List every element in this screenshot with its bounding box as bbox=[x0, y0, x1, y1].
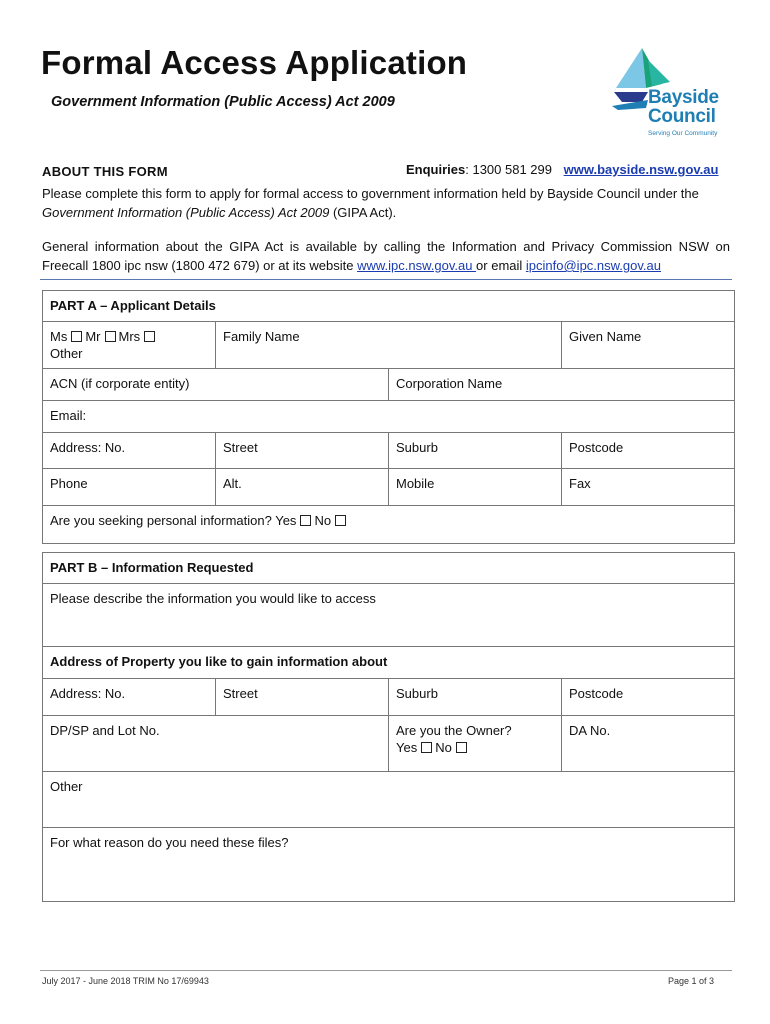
da-no-field[interactable]: DA No. bbox=[562, 716, 735, 772]
personal-yes-checkbox[interactable] bbox=[300, 515, 311, 526]
page-title: Formal Access Application bbox=[41, 44, 468, 81]
property-street-field[interactable]: Street bbox=[216, 679, 389, 716]
suburb-field[interactable]: Suburb bbox=[389, 433, 562, 469]
owner-question: Are you the Owner? Yes No bbox=[389, 716, 562, 772]
corporation-name-field[interactable]: Corporation Name bbox=[389, 369, 735, 401]
postcode-field[interactable]: Postcode bbox=[562, 433, 735, 469]
reason-field[interactable]: For what reason do you need these files? bbox=[43, 828, 735, 902]
footer-divider bbox=[40, 970, 732, 971]
page-subtitle: Government Information (Public Access) Act 2009 bbox=[51, 94, 395, 110]
enquiries-phone: : 1300 581 299 bbox=[465, 162, 552, 177]
property-postcode-field[interactable]: Postcode bbox=[562, 679, 735, 716]
address-no-field[interactable]: Address: No. bbox=[43, 433, 216, 469]
gipa-info-paragraph: General information about the GIPA Act is available by calling the Information and Privacy Commission NSW on Freecall 1800 ipc nsw (1800 472 679) or at its website www.ipc.nsw.gov.au or email ipcinfo@ipc.nsw.gov.au bbox=[42, 239, 730, 273]
intro-paragraph: Please complete this form to apply for formal access to government information held by Bayside Council under the Government Information (Public Access) Act 2009 (GIPA Act). bbox=[42, 186, 699, 220]
fax-field[interactable]: Fax bbox=[562, 469, 735, 506]
part-a-heading: PART A – Applicant Details bbox=[43, 291, 735, 322]
given-name-field[interactable]: Given Name bbox=[562, 322, 735, 369]
describe-info-field[interactable]: Please describe the information you would like to access bbox=[43, 584, 735, 647]
divider bbox=[40, 279, 732, 280]
property-suburb-field[interactable]: Suburb bbox=[389, 679, 562, 716]
owner-no-checkbox[interactable] bbox=[456, 742, 467, 753]
part-b-table bbox=[42, 552, 735, 902]
dp-lot-field[interactable]: DP/SP and Lot No. bbox=[43, 716, 389, 772]
about-heading: ABOUT THIS FORM bbox=[42, 164, 168, 179]
ipc-website-link[interactable]: www.ipc.nsw.gov.au bbox=[357, 258, 477, 273]
owner-yes-checkbox[interactable] bbox=[421, 742, 432, 753]
footer-trim: July 2017 - June 2018 TRIM No 17/69943 bbox=[42, 976, 209, 986]
mrs-checkbox[interactable] bbox=[144, 331, 155, 342]
email-field[interactable]: Email: bbox=[43, 401, 735, 433]
alt-phone-field[interactable]: Alt. bbox=[216, 469, 389, 506]
footer-page-number: Page 1 of 3 bbox=[668, 976, 715, 986]
part-b-heading: PART B – Information Requested bbox=[43, 553, 735, 584]
personal-no-checkbox[interactable] bbox=[335, 515, 346, 526]
family-name-field[interactable]: Family Name bbox=[216, 322, 562, 369]
logo-name: Bayside Council bbox=[648, 87, 719, 127]
street-field[interactable]: Street bbox=[216, 433, 389, 469]
website-link[interactable]: www.bayside.nsw.gov.au bbox=[563, 162, 719, 177]
mobile-field[interactable]: Mobile bbox=[389, 469, 562, 506]
enquiries-label: Enquiries bbox=[406, 162, 466, 177]
property-heading: Address of Property you like to gain information about bbox=[43, 647, 735, 679]
enquiries bbox=[406, 162, 718, 177]
other-field[interactable]: Other bbox=[43, 772, 735, 828]
ms-checkbox[interactable] bbox=[71, 331, 82, 342]
acn-field[interactable]: ACN (if corporate entity) bbox=[43, 369, 389, 401]
logo-tagline: Serving Our Community bbox=[648, 130, 718, 137]
ipc-email-link[interactable]: ipcinfo@ipc.nsw.gov.au bbox=[525, 258, 661, 273]
bayside-council-logo bbox=[612, 44, 732, 148]
phone-field[interactable]: Phone bbox=[43, 469, 216, 506]
mr-checkbox[interactable] bbox=[105, 331, 116, 342]
title-field[interactable]: Ms Mr Mrs Other bbox=[43, 322, 216, 369]
property-address-no-field[interactable]: Address: No. bbox=[43, 679, 216, 716]
personal-info-question: Are you seeking personal information? Yes No bbox=[43, 506, 735, 544]
part-a-table bbox=[42, 290, 735, 544]
